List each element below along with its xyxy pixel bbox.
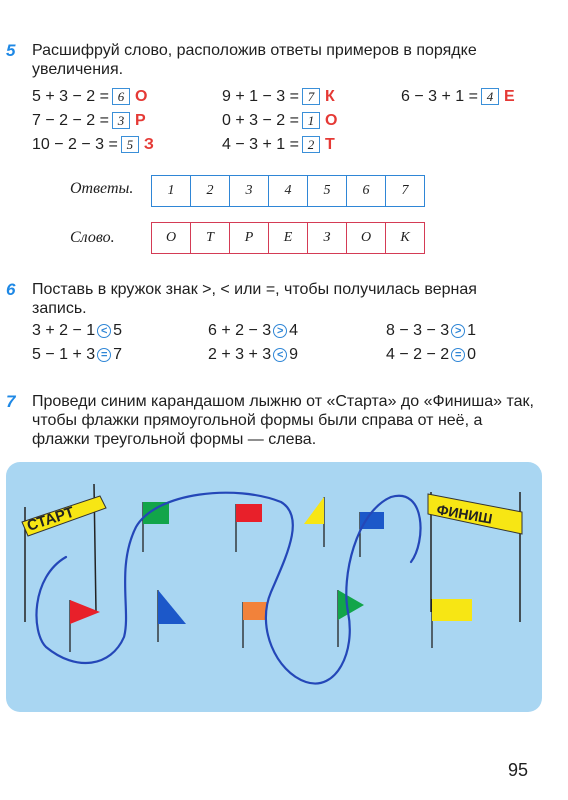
task5-example: 6 − 3 + 1 = 4 Е: [401, 88, 515, 105]
comparison-item: 4 − 2 − 2 = 0: [386, 346, 477, 363]
word-cell: Т: [191, 223, 230, 254]
word-cell: О: [347, 223, 386, 254]
page-number: 95: [508, 760, 529, 780]
task5-example: 5 + 3 − 2 = 6 О: [32, 88, 148, 105]
comparison-item: 6 + 2 − 3 > 4: [208, 322, 299, 339]
rect-flag-orange: [243, 602, 267, 620]
word-cell: Р: [230, 223, 269, 254]
task5-example: 4 − 3 + 1 = 2 Т: [222, 136, 335, 153]
answer-cell: 1: [152, 176, 191, 207]
rect-flag-yellow: [432, 599, 472, 621]
comparison-item: 8 − 3 − 3 > 1: [386, 322, 477, 339]
word-cell: З: [308, 223, 347, 254]
answers-table: [151, 175, 425, 207]
answer-cell: 6: [347, 176, 386, 207]
rect-flag-green: [143, 502, 169, 524]
rect-flag-blue: [360, 512, 384, 529]
comparison-item: 3 + 2 − 1 < 5: [32, 322, 123, 339]
word-cell: О: [152, 223, 191, 254]
task5-example: 9 + 1 − 3 = 7 К: [222, 88, 335, 105]
ski-track-illustration: [6, 462, 542, 712]
task7-number: 7: [6, 392, 16, 411]
task5-example: 0 + 3 − 2 = 1 О: [222, 112, 338, 129]
task7-text: Проведи синим карандашом лыжню от «Старта» до «Финиша» так, чтобы флажки прямоугольной формы были справа от неё, а флажки треугольной формы — слева.: [32, 393, 534, 448]
task5-example: 7 − 2 − 2 = 3 Р: [32, 112, 146, 129]
rect-flag-red: [236, 504, 262, 522]
word-cell: Е: [269, 223, 308, 254]
answer-cell: 2: [191, 176, 230, 207]
answer-cell: 7: [386, 176, 425, 207]
task6-number: 6: [6, 280, 16, 299]
task5-example: 10 − 2 − 3 = 5 З: [32, 136, 154, 153]
task6-text: Поставь в кружок знак >, < или =, чтобы получилась верная запись.: [32, 281, 477, 317]
start-label: СТАРТ: [24, 503, 77, 535]
answers-label: Ответы.: [70, 180, 134, 197]
answer-cell: 3: [230, 176, 269, 207]
task5-number: 5: [6, 41, 16, 60]
comparison-item: 2 + 3 + 3 < 9: [208, 346, 299, 363]
answer-cell: 4: [269, 176, 308, 207]
comparison-item: 5 − 1 + 3 = 7: [32, 346, 123, 363]
answer-cell: 5: [308, 176, 347, 207]
word-table: [151, 222, 425, 254]
task5-text: Расшифруй слово, расположив ответы примеров в порядке увеличения.: [32, 42, 477, 78]
word-cell: К: [386, 223, 425, 254]
word-label: Слово.: [70, 229, 115, 246]
finish-label: ФИНИШ: [435, 501, 494, 527]
